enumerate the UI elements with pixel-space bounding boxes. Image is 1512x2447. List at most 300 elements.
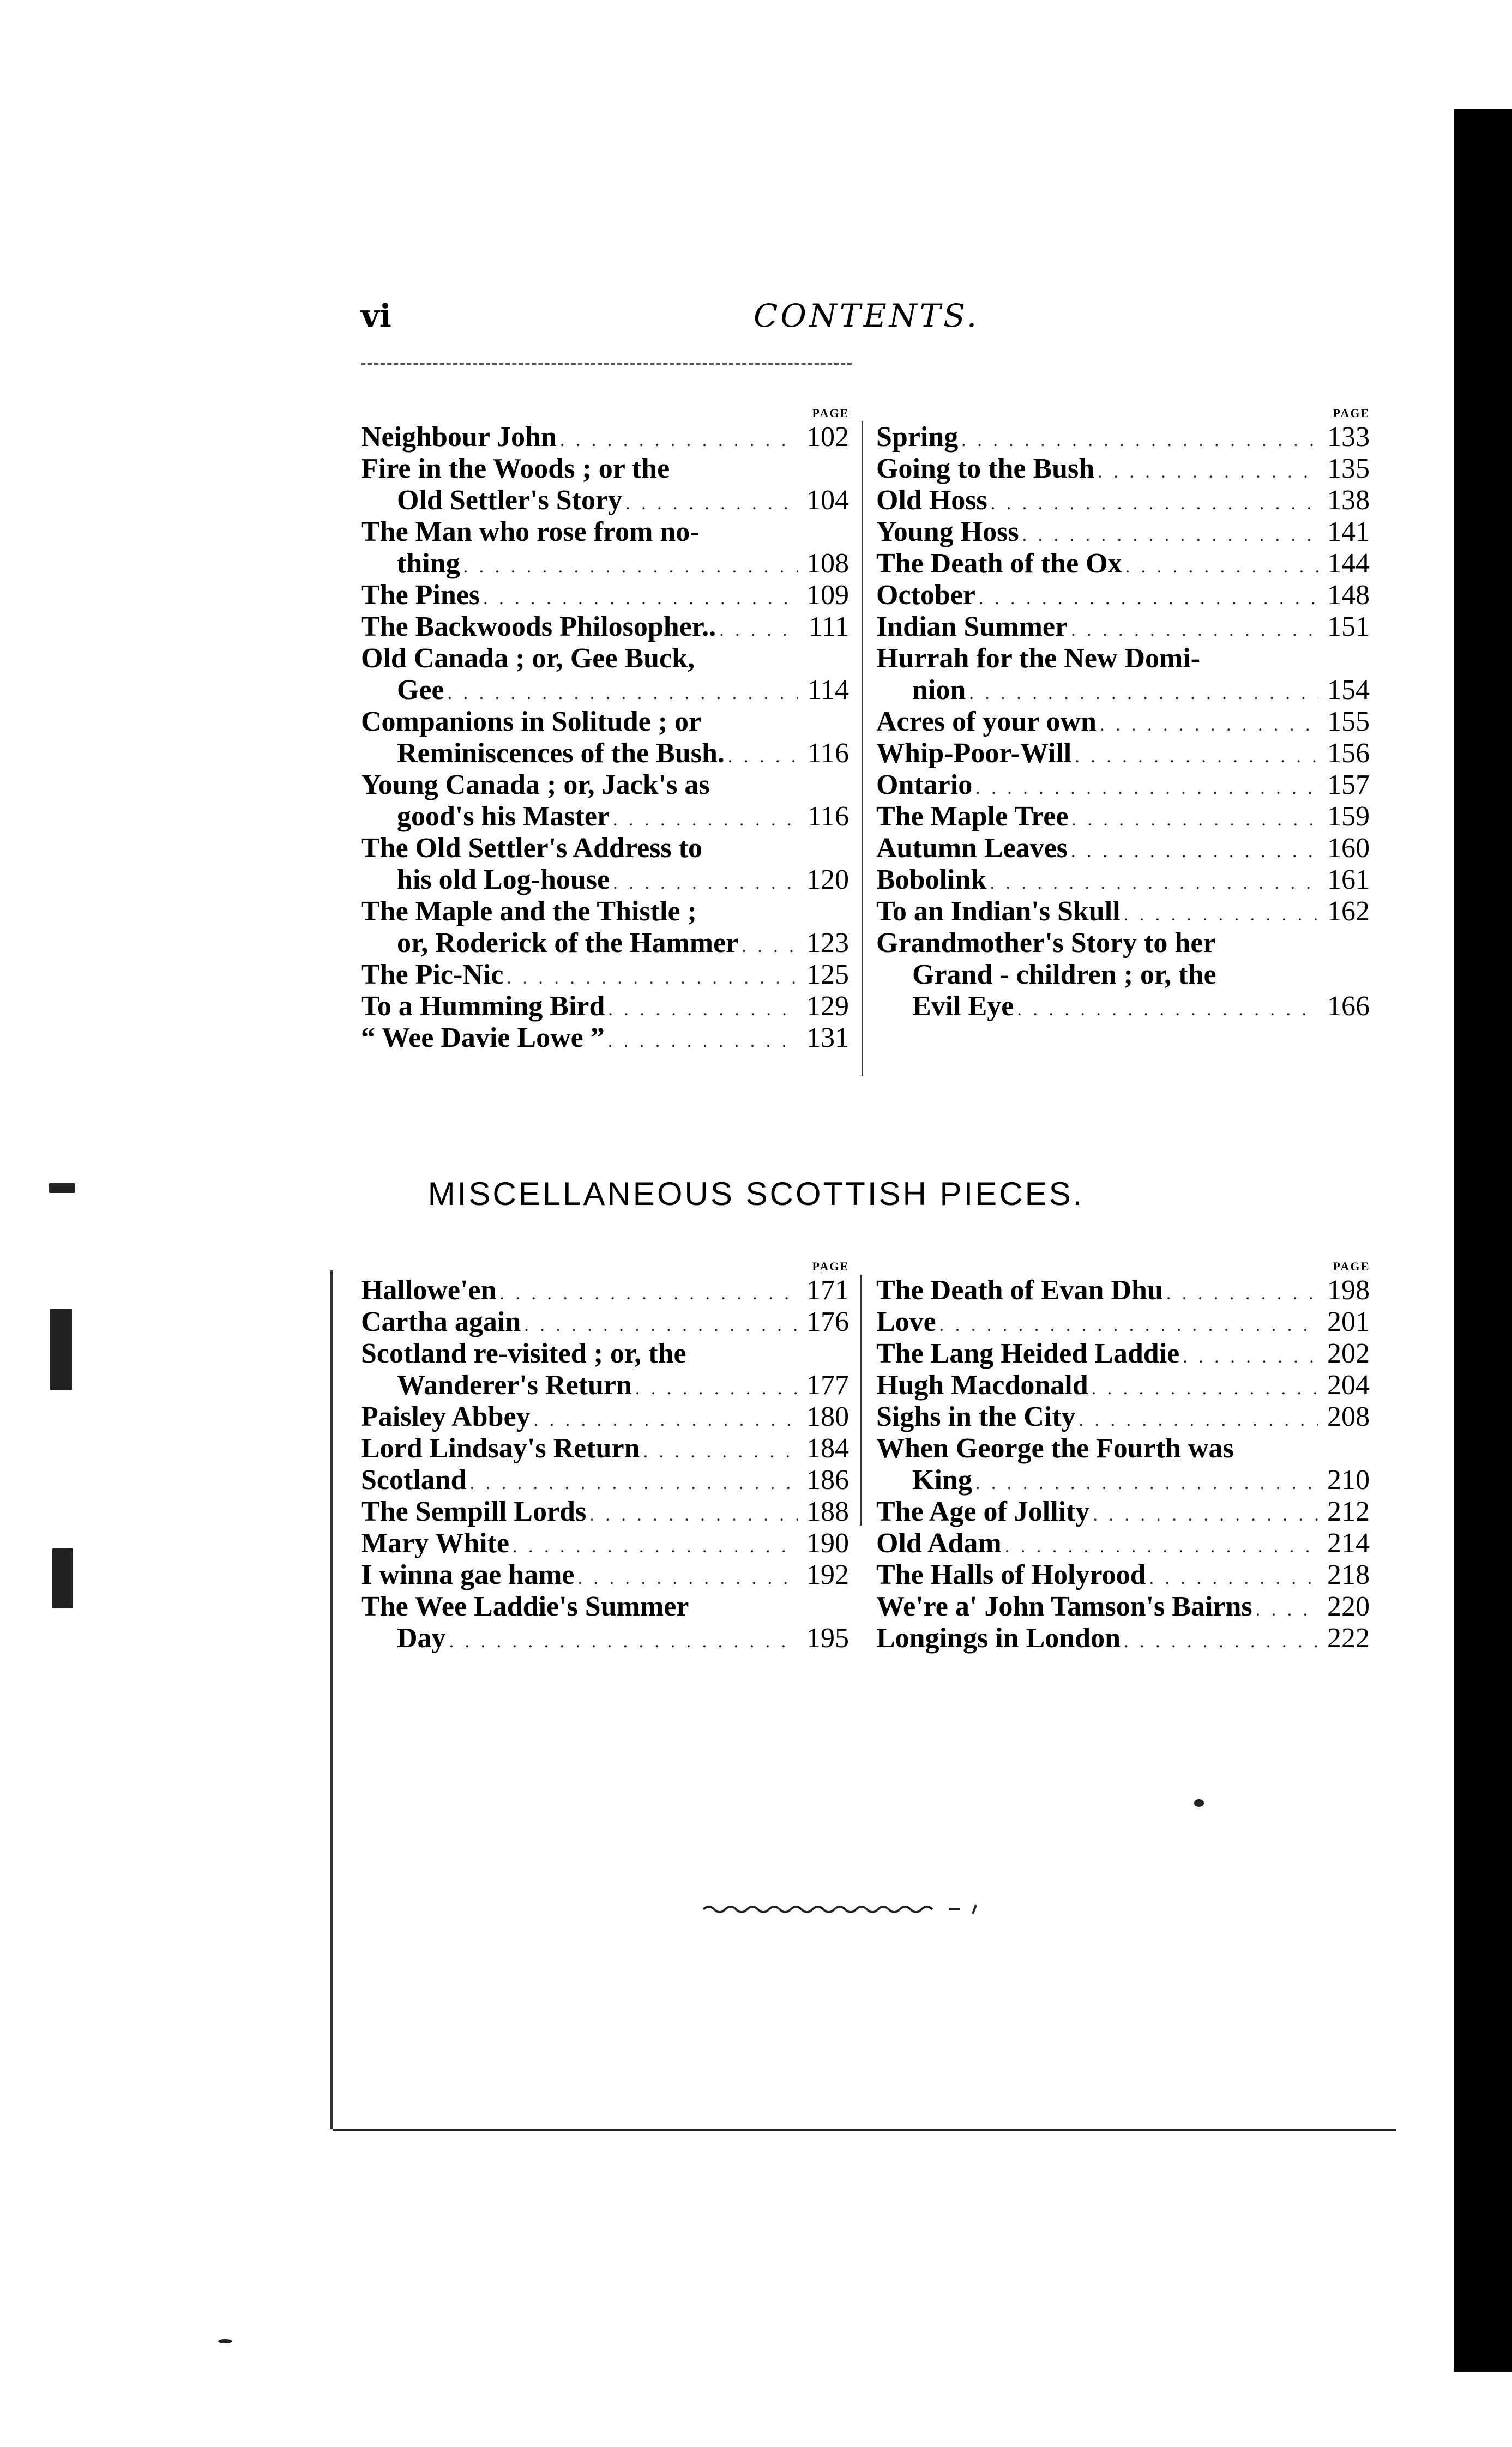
leader-dots [1092,1373,1318,1405]
toc-entry-line [876,674,1370,706]
toc-entry-title: Old Canada ; or, Gee Buck, [361,643,695,674]
ink-speck [1194,1799,1204,1807]
left-margin-rule [330,1270,333,2129]
leader-dots [1005,1531,1318,1563]
toc-entry [876,864,1370,896]
leader-dots [975,773,1318,804]
leader-dots [979,583,1318,614]
toc-entry-page: 201 [1327,1306,1370,1337]
toc-entry-line [876,485,1370,516]
toc-entry-title: Grand - children ; or, the [912,959,1216,990]
leader-dots [613,867,798,899]
toc-entry-title: Love [876,1306,936,1337]
contents-table [361,406,1370,1060]
toc-entry-line [876,833,1370,864]
toc-entry-title: Old Adam [876,1528,1002,1559]
toc-entry-page: 135 [1327,453,1370,484]
toc-entry-page: 192 [806,1559,849,1590]
toc-entry-title: Grandmother's Story to her [876,927,1216,959]
toc-entry [876,833,1370,864]
leader-dots [1071,836,1318,867]
toc-entry-line [361,801,849,833]
toc-entry-title: October [876,580,975,611]
toc-entry-line [361,1559,849,1591]
toc-entry-title: The Sempill Lords [361,1496,587,1527]
leader-dots [483,583,798,614]
leader-dots [507,962,798,994]
toc-entry [361,959,849,991]
toc-entry-title: Neighbour John [361,421,557,453]
toc-entry-page: 129 [806,991,849,1022]
toc-entry-title: Longings in London [876,1623,1121,1654]
toc-entry-page: 222 [1327,1623,1370,1654]
page-number: vi [361,297,391,334]
toc-entry-line [361,1275,849,1306]
toc-entry-title: Hallowe'en [361,1275,497,1306]
page-column-header: PAGE [812,1259,849,1273]
toc-entry-page: 214 [1327,1528,1370,1559]
toc-entry-title: Whip-Poor-Will [876,738,1072,769]
toc-entry-page: 123 [806,927,849,959]
contents-column-left [361,406,849,1054]
toc-entry-title: King [912,1464,972,1496]
toc-entry-line [361,864,849,896]
toc-entry-page: 148 [1327,580,1370,611]
toc-entry [876,1623,1370,1654]
leader-dots [742,931,798,962]
toc-entry-title: Gee [397,674,444,706]
leader-dots [625,488,798,520]
toc-entry [876,421,1370,453]
toc-entry-page: 159 [1327,801,1370,832]
toc-entry-title: Old Settler's Story [397,485,623,516]
toc-entry [361,516,849,580]
toc-entry [361,706,849,769]
toc-entry-line [876,1623,1370,1654]
toc-entry-page: 120 [806,864,849,895]
toc-entry-line [361,706,849,738]
leader-dots [1098,456,1318,488]
ink-speck [50,1309,72,1390]
page-column-header: PAGE [1333,1259,1370,1273]
toc-entry [876,801,1370,833]
toc-entry-title: “ Wee Davie Lowe ” [361,1022,605,1053]
toc-entry-line [361,485,849,516]
toc-entry-line [361,1401,849,1433]
leader-dots [448,678,798,709]
toc-entry-page: 218 [1327,1559,1370,1590]
toc-entry-title: Sighs in the City [876,1401,1076,1432]
toc-entry-line [361,580,849,611]
toc-entry [876,927,1370,1022]
toc-entry-line [876,453,1370,485]
leader-dots [635,1373,798,1405]
page-column-header: PAGE [1333,406,1370,420]
toc-entry [876,611,1370,643]
leader-dots [449,1626,798,1658]
leader-dots [969,678,1318,709]
toc-entry-title: Wanderer's Return [397,1370,632,1401]
toc-entry-title: Autumn Leaves [876,833,1068,864]
toc-entry-page: 157 [1327,769,1370,800]
toc-entry-title: good's his Master [397,801,610,832]
toc-entry-title: The Old Settler's Address to [361,833,702,864]
toc-entry-line [361,1022,849,1054]
toc-entry [876,1401,1370,1433]
toc-entry-title: To a Humming Bird [361,991,605,1022]
leader-dots [1124,899,1318,931]
toc-entry-line [876,864,1370,896]
toc-entry-line [876,1591,1370,1623]
toc-entry-line [361,1623,849,1654]
toc-entry [876,485,1370,516]
toc-entry-title: The Halls of Holyrood [876,1559,1146,1590]
toc-entry-title: or, Roderick of the Hammer [397,927,739,959]
toc-entry-title: The Man who rose from no- [361,516,700,547]
leader-dots [470,1468,798,1499]
toc-entry-line [876,1370,1370,1401]
toc-entry [361,1591,849,1654]
toc-entry-line [876,580,1370,611]
toc-entry-page: 210 [1327,1464,1370,1496]
leader-dots [728,741,798,773]
toc-entry-line [876,643,1370,674]
toc-entry-title: The Death of Evan Dhu [876,1275,1163,1306]
leader-dots [499,1278,798,1310]
toc-entry-line [876,1306,1370,1338]
toc-entry-page: 208 [1327,1401,1370,1432]
toc-entry-line [876,738,1370,769]
ink-speck [218,2339,232,2343]
toc-entry-page: 144 [1327,548,1370,579]
toc-entry-line [361,1306,849,1338]
toc-entry-title: Day [397,1623,446,1654]
toc-entry-title: Young Hoss [876,516,1019,547]
toc-entry [361,769,849,833]
toc-entry-title: Ontario [876,769,973,800]
toc-entry-line [361,896,849,927]
toc-entry-page: 184 [806,1433,849,1464]
toc-entry-title: Cartha again [361,1306,521,1337]
scottish-column-left [361,1259,849,1654]
leader-dots [463,551,798,583]
toc-entry-line [876,1559,1370,1591]
toc-entry-line [361,1464,849,1496]
end-ornament [703,1903,987,1916]
toc-entry [361,643,849,706]
toc-entry-line [876,896,1370,927]
toc-entry-page: 108 [806,548,849,579]
toc-entry-title: Evil Eye [912,991,1014,1022]
leader-dots [1183,1341,1318,1373]
leader-dots [1100,709,1318,741]
toc-entry-title: The Pic-Nic [361,959,504,990]
toc-entry-line [361,991,849,1022]
toc-entry-line [876,516,1370,548]
leader-dots [1256,1594,1318,1626]
toc-entry [876,706,1370,738]
toc-entry-line [876,1496,1370,1528]
toc-entry [876,516,1370,548]
toc-entry-line [876,611,1370,643]
toc-entry-line [876,959,1370,991]
toc-entry-page: 111 [808,611,849,642]
toc-entry-page: 166 [1327,991,1370,1022]
leader-dots [939,1310,1318,1341]
toc-entry [876,1496,1370,1528]
toc-entry-page: 104 [806,485,849,516]
toc-entry-line [876,1338,1370,1370]
toc-entry-title: Paisley Abbey [361,1401,531,1432]
toc-entry-line [361,453,849,485]
scottish-pieces-table [361,1259,1370,1685]
toc-entry-title: Lord Lindsay's Return [361,1433,640,1464]
toc-entry-title: To an Indian's Skull [876,896,1121,927]
ink-speck [52,1548,73,1608]
toc-entry-page: 141 [1327,516,1370,547]
toc-entry [876,453,1370,485]
page-edge-shadow [1454,109,1512,2372]
toc-entry-title: Going to the Bush [876,453,1095,484]
toc-entry-line [876,769,1370,801]
toc-entry-line [876,801,1370,833]
bottom-rule [333,2129,1396,2131]
toc-entry-line [361,674,849,706]
scottish-column-right [876,1259,1370,1654]
toc-entry-page: 116 [807,738,849,769]
toc-entry-title: Hurrah for the New Domi- [876,643,1201,674]
toc-entry [361,1306,849,1338]
toc-entry-page: 160 [1327,833,1370,864]
toc-entry-line [876,1528,1370,1559]
toc-entry-page: 114 [807,674,849,706]
toc-entry-page: 133 [1327,421,1370,453]
toc-entry-page: 155 [1327,706,1370,737]
toc-entry-title: Mary White [361,1528,509,1559]
leader-dots [513,1531,798,1563]
toc-entry-page: 202 [1327,1338,1370,1369]
toc-entry [876,896,1370,927]
toc-entry-line [876,706,1370,738]
toc-entry-page: 102 [806,421,849,453]
toc-entry-title: Scotland [361,1464,467,1496]
toc-entry-page: 161 [1327,864,1370,895]
contents-column-right [876,406,1370,1022]
toc-entry-line [361,1528,849,1559]
toc-entry [876,1338,1370,1370]
toc-entry-page: 177 [806,1370,849,1401]
toc-entry-page: 156 [1327,738,1370,769]
toc-entry-title: When George the Fourth was [876,1433,1234,1464]
toc-entry-page: 151 [1327,611,1370,642]
toc-entry [361,1275,849,1306]
toc-entry-page: 186 [806,1464,849,1496]
toc-entry [876,580,1370,611]
leader-dots [1093,1499,1318,1531]
toc-entry [361,1464,849,1496]
toc-entry-line [876,548,1370,580]
toc-entry-line [361,1591,849,1623]
toc-entry [361,833,849,896]
toc-entry-title: We're a' John Tamson's Bairns [876,1591,1252,1622]
toc-entry-page: 188 [806,1496,849,1527]
toc-entry [361,991,849,1022]
toc-entry [876,1591,1370,1623]
ink-speck [49,1183,75,1193]
toc-entry [361,1433,849,1464]
toc-entry-title: The Death of the Ox [876,548,1122,579]
toc-entry [361,1338,849,1401]
toc-entry-page: 116 [807,801,849,832]
leader-dots [990,867,1318,899]
toc-entry-title: Young Canada ; or, Jack's as [361,769,710,800]
toc-entry-title: The Maple Tree [876,801,1069,832]
leader-dots [643,1436,798,1468]
toc-entry-line [361,1496,849,1528]
toc-entry-page: 190 [806,1528,849,1559]
toc-entry-title: Bobolink [876,864,987,895]
toc-entry [876,1306,1370,1338]
leader-dots [1017,994,1318,1026]
toc-entry [876,1370,1370,1401]
toc-entry-title: Fire in the Woods ; or the [361,453,670,484]
toc-entry [876,1275,1370,1306]
toc-entry [361,896,849,959]
toc-entry-title: Indian Summer [876,611,1068,642]
toc-entry [876,1528,1370,1559]
toc-entry-title: Old Hoss [876,485,987,516]
toc-entry [876,769,1370,801]
toc-entry [361,1528,849,1559]
page-column-header: PAGE [812,406,849,420]
toc-entry [361,580,849,611]
toc-entry-page: 204 [1327,1370,1370,1401]
toc-entry-page: 154 [1327,674,1370,706]
leader-dots [1125,551,1318,583]
toc-entry-page: 162 [1327,896,1370,927]
toc-entry-line [876,991,1370,1022]
toc-entry-title: Scotland re-visited ; or, the [361,1338,686,1369]
toc-entry [361,1559,849,1591]
leader-dots [1166,1278,1318,1310]
toc-entry-title: The Wee Laddie's Summer [361,1591,689,1622]
toc-entry-title: Hugh Macdonald [876,1370,1088,1401]
column-divider [862,421,863,1076]
leader-dots [1124,1626,1318,1658]
toc-entry [361,1401,849,1433]
leader-dots [1071,804,1318,836]
toc-entry [876,643,1370,706]
toc-entry [876,738,1370,769]
leader-dots [1022,520,1318,551]
column-divider [860,1275,862,1526]
toc-entry-title: The Pines [361,580,480,611]
toc-entry [361,611,849,643]
toc-entry-line [361,1338,849,1370]
leader-dots [961,425,1318,456]
toc-entry-title: The Lang Heided Laddie [876,1338,1180,1369]
toc-entry-title: The Age of Jollity [876,1496,1090,1527]
toc-entry-line [361,927,849,959]
leader-dots [589,1499,798,1531]
toc-entry-title: Companions in Solitude ; or [361,706,702,737]
header-rule [361,363,852,365]
toc-entry-page: 138 [1327,485,1370,516]
running-title: CONTENTS. [754,297,980,334]
toc-entry [876,548,1370,580]
toc-entry [361,453,849,516]
toc-entry-title: thing [397,548,460,579]
toc-entry-line [876,1464,1370,1496]
toc-entry-title: I winna gae hame [361,1559,575,1590]
toc-entry-line [361,959,849,991]
leader-dots [1149,1563,1318,1594]
toc-entry-page: 180 [806,1401,849,1432]
toc-entry-line [361,833,849,864]
toc-entry-line [876,1275,1370,1306]
toc-entry-page: 176 [806,1306,849,1337]
toc-entry-line [361,421,849,453]
toc-entry-line [876,1401,1370,1433]
toc-entry-title: The Maple and the Thistle ; [361,896,697,927]
toc-entry-page: 212 [1327,1496,1370,1527]
leader-dots [560,425,798,456]
leader-dots [524,1310,798,1341]
toc-entry [876,1433,1370,1496]
leader-dots [1079,1405,1318,1436]
toc-entry-title: nion [912,674,966,706]
toc-entry-line [361,643,849,674]
section-heading: MISCELLANEOUS SCOTTISH PIECES. [427,1176,1085,1212]
toc-entry-page: 131 [806,1022,849,1053]
toc-entry-page: 125 [806,959,849,990]
leader-dots [577,1563,798,1594]
toc-entry-line [361,738,849,769]
leader-dots [534,1405,798,1436]
toc-entry-page: 195 [806,1623,849,1654]
leader-dots [613,804,798,836]
toc-entry [876,1559,1370,1591]
toc-entry-title: The Backwoods Philosopher.. [361,611,716,642]
leader-dots [975,1468,1318,1499]
toc-entry-line [361,769,849,801]
leader-dots [1075,741,1318,773]
toc-entry-line [876,927,1370,959]
toc-entry-line [876,421,1370,453]
toc-entry-title: Reminiscences of the Bush. [397,738,725,769]
toc-entry-page: 109 [806,580,849,611]
toc-entry-page: 198 [1327,1275,1370,1306]
leader-dots [608,1026,798,1057]
page-header [361,297,1348,346]
leader-dots [608,994,798,1026]
leader-dots [1071,614,1318,646]
toc-entry-title: Spring [876,421,959,453]
toc-entry [361,1022,849,1054]
leader-dots [719,614,798,646]
toc-entry-line [876,1433,1370,1464]
toc-entry-title: Acres of your own [876,706,1097,737]
toc-entry-page: 220 [1327,1591,1370,1622]
toc-entry-line [361,1370,849,1401]
toc-entry-title: his old Log-house [397,864,610,895]
toc-entry [361,421,849,453]
leader-dots [991,488,1318,520]
toc-entry-page: 171 [806,1275,849,1306]
toc-entry-line [361,1433,849,1464]
toc-entry [361,1496,849,1528]
toc-entry-line [361,516,849,548]
